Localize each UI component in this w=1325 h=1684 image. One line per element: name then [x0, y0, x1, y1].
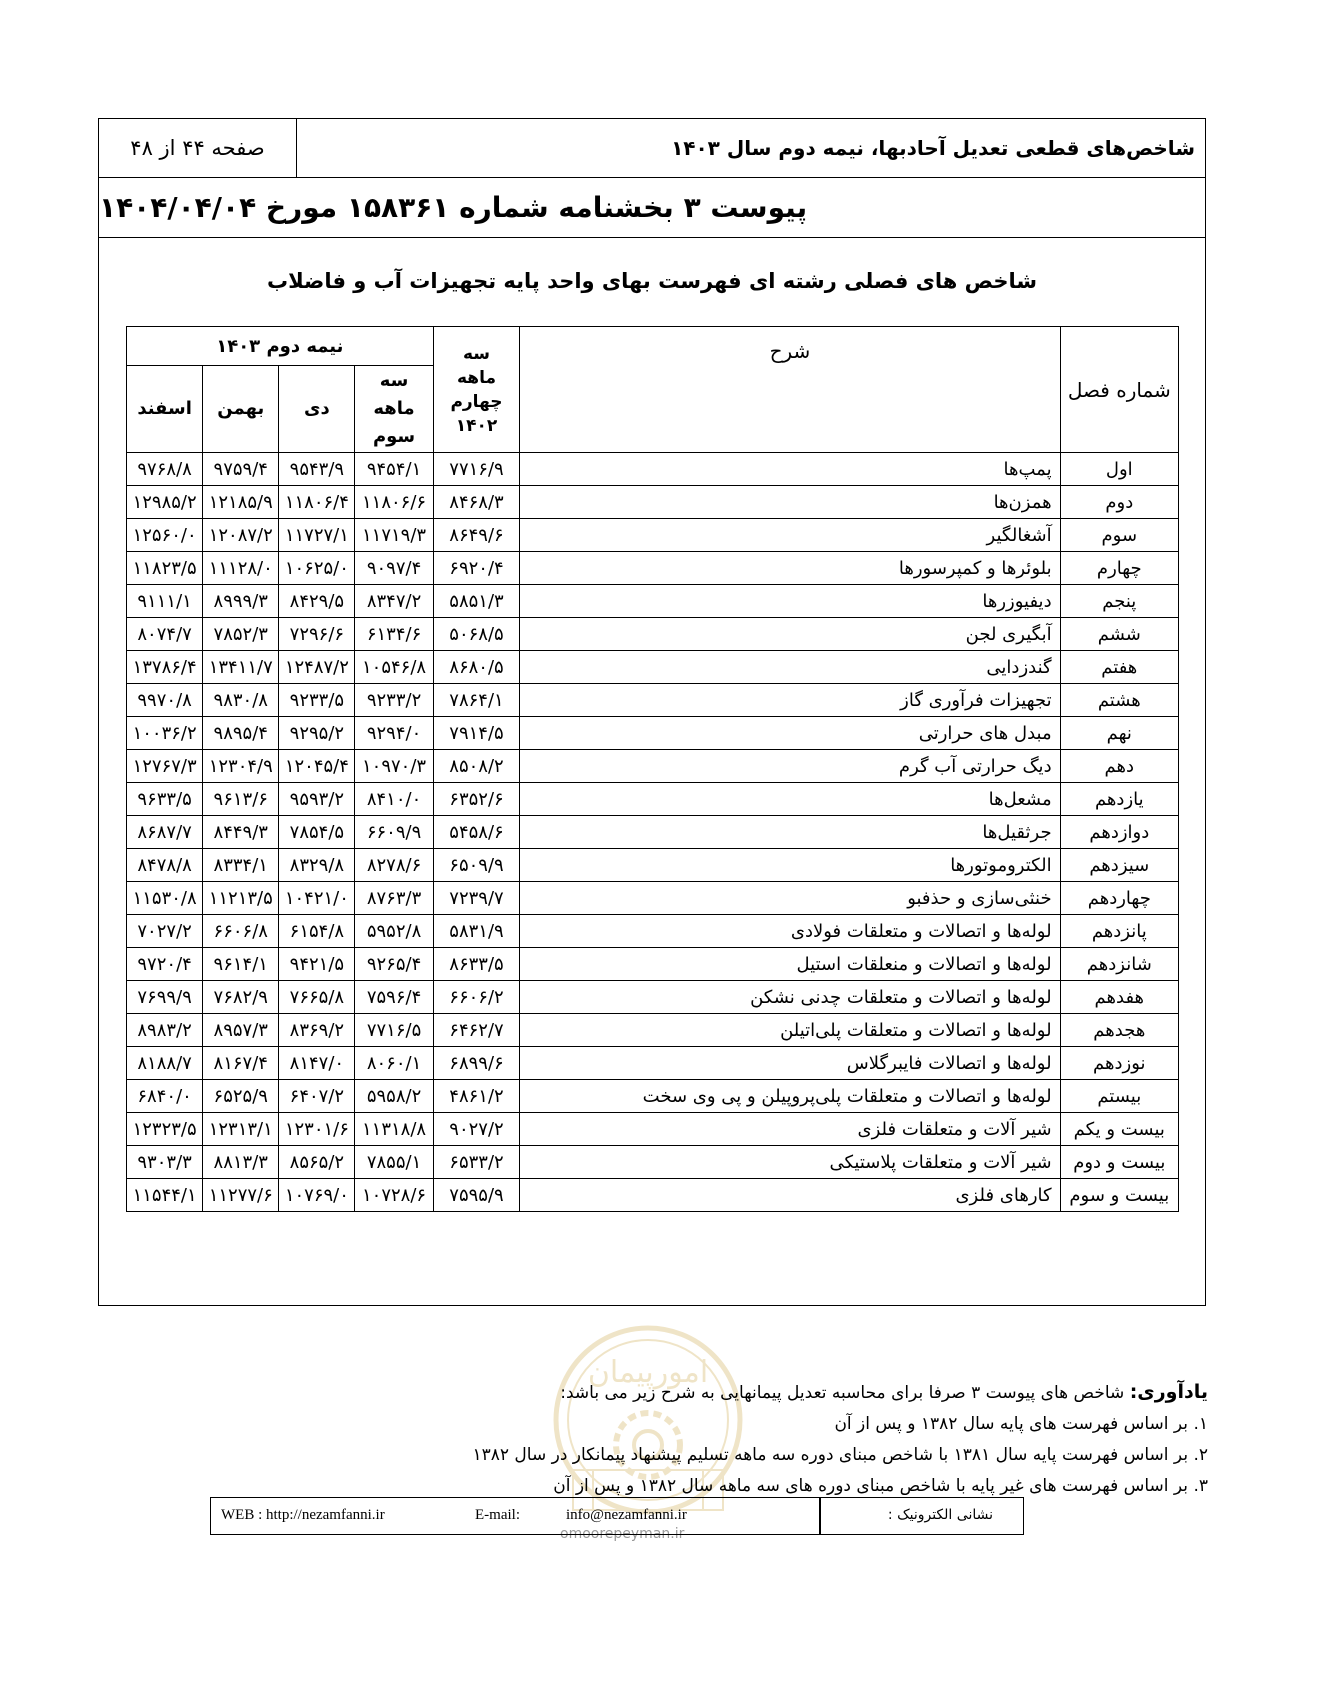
cell-bahman: ۱۲۳۰۴/۹: [203, 750, 279, 783]
cell-bahman: ۱۱۱۲۸/۰: [203, 552, 279, 585]
cell-q4-1402: ۸۶۴۹/۶: [433, 519, 520, 552]
cell-bahman: ۶۶۰۶/۸: [203, 915, 279, 948]
cell-bahman: ۹۷۵۹/۴: [203, 453, 279, 486]
cell-q4-1402: ۶۹۲۰/۴: [433, 552, 520, 585]
table-row: [127, 1047, 1179, 1080]
cell-q3: ۵۹۵۸/۲: [355, 1080, 433, 1113]
note-item-2: ۲. بر اساس فهرست پایه سال ۱۳۸۱ با شاخص مبنای دوره سه ماهه تسلیم پیشنهاد پیمانکار در سال ۱۳۸۲: [472, 1445, 1208, 1465]
cell-dey: ۹۴۲۱/۵: [279, 948, 355, 981]
cell-q4-1402: ۷۵۹۵/۹: [433, 1179, 520, 1212]
table-row: [127, 882, 1179, 915]
cell-q3: ۱۰۵۴۶/۸: [355, 651, 433, 684]
cell-q3: ۷۵۹۶/۴: [355, 981, 433, 1014]
cell-description: پمپ‌ها: [520, 453, 1060, 486]
header-row: [99, 119, 1205, 178]
cell-q4-1402: ۵۴۵۸/۶: [433, 816, 520, 849]
cell-dey: ۹۵۴۳/۹: [279, 453, 355, 486]
header-title: شاخص‌های قطعی تعدیل آحادبها، نیمه دوم سال ۱۴۰۳: [671, 136, 1195, 160]
cell-description: لوله‌ها و اتصالات و متعلقات پلی‌اتیلن: [520, 1014, 1060, 1047]
footer-address-label: نشانی الکترونیک :: [887, 1507, 993, 1523]
notes-lead: یادآوری:: [1129, 1381, 1208, 1403]
table-row: [127, 816, 1179, 849]
table-row: [127, 453, 1179, 486]
cell-dey: ۷۶۶۵/۸: [279, 981, 355, 1014]
cell-description: شیر آلات و متعلقات فلزی: [520, 1113, 1060, 1146]
cell-dey: ۸۳۲۹/۸: [279, 849, 355, 882]
cell-bahman: ۹۸۹۵/۴: [203, 717, 279, 750]
cell-bahman: ۷۸۵۲/۳: [203, 618, 279, 651]
cell-chapter: چهارم: [1060, 552, 1178, 585]
note-item-3: ۳. بر اساس فهرست های غیر پایه با شاخص مبنای دوره های سه ماهه سال ۱۳۸۲ و پس از آن: [553, 1476, 1208, 1496]
cell-chapter: سیزدهم: [1060, 849, 1178, 882]
table-title: شاخص های فصلی رشته ای فهرست بهای واحد پایه تجهیزات آب و فاضلاب: [267, 269, 1037, 293]
cell-q4-1402: ۸۶۳۳/۵: [433, 948, 520, 981]
table-row: [127, 585, 1179, 618]
col-header-dey: دی: [279, 366, 355, 453]
cell-q4-1402: ۹۰۲۷/۲: [433, 1113, 520, 1146]
cell-q3: ۵۹۵۲/۸: [355, 915, 433, 948]
cell-q3: ۸۲۷۸/۶: [355, 849, 433, 882]
cell-dey: ۱۰۷۶۹/۰: [279, 1179, 355, 1212]
cell-esfand: ۹۷۲۰/۴: [127, 948, 203, 981]
cell-dey: ۱۰۴۲۱/۰: [279, 882, 355, 915]
cell-q4-1402: ۵۰۶۸/۵: [433, 618, 520, 651]
cell-bahman: ۱۲۳۱۳/۱: [203, 1113, 279, 1146]
cell-q3: ۸۷۶۳/۳: [355, 882, 433, 915]
table-row: [127, 684, 1179, 717]
cell-description: لوله‌ها و اتصالات و متعلقات چدنی نشکن: [520, 981, 1060, 1014]
cell-q4-1402: ۶۴۶۲/۷: [433, 1014, 520, 1047]
cell-chapter: شانزدهم: [1060, 948, 1178, 981]
cell-esfand: ۱۰۰۳۶/۲: [127, 717, 203, 750]
cell-description: الکتروموتورها: [520, 849, 1060, 882]
cell-esfand: ۹۷۶۸/۸: [127, 453, 203, 486]
cell-esfand: ۸۴۷۸/۸: [127, 849, 203, 882]
cell-bahman: ۱۲۱۸۵/۹: [203, 486, 279, 519]
cell-dey: ۱۱۷۲۷/۱: [279, 519, 355, 552]
cell-q3: ۹۲۹۴/۰: [355, 717, 433, 750]
cell-q3: ۷۷۱۶/۵: [355, 1014, 433, 1047]
cell-description: دیگ حرارتی آب گرم: [520, 750, 1060, 783]
cell-q3: ۱۰۷۲۸/۶: [355, 1179, 433, 1212]
cell-q4-1402: ۶۸۹۹/۶: [433, 1047, 520, 1080]
cell-bahman: ۸۹۵۷/۳: [203, 1014, 279, 1047]
cell-description: خنثی‌سازی و حذفبو: [520, 882, 1060, 915]
cell-bahman: ۷۶۸۲/۹: [203, 981, 279, 1014]
cell-q4-1402: ۷۸۶۴/۱: [433, 684, 520, 717]
table-row: [127, 486, 1179, 519]
cell-q3: ۷۸۵۵/۱: [355, 1146, 433, 1179]
cell-q3: ۹۴۵۴/۱: [355, 453, 433, 486]
cell-esfand: ۸۱۸۸/۷: [127, 1047, 203, 1080]
cell-q4-1402: ۶۵۳۳/۲: [433, 1146, 520, 1179]
table-row: [127, 1179, 1179, 1212]
table-row: [127, 1146, 1179, 1179]
cell-chapter: هفتم: [1060, 651, 1178, 684]
cell-esfand: ۱۱۵۳۰/۸: [127, 882, 203, 915]
table-row: [127, 783, 1179, 816]
cell-chapter: پانزدهم: [1060, 915, 1178, 948]
cell-dey: ۷۸۵۴/۵: [279, 816, 355, 849]
cell-description: لوله‌ها و اتصالات فایبرگلاس: [520, 1047, 1060, 1080]
cell-chapter: دوازدهم: [1060, 816, 1178, 849]
cell-q4-1402: ۷۲۳۹/۷: [433, 882, 520, 915]
cell-bahman: ۱۱۲۷۷/۶: [203, 1179, 279, 1212]
cell-dey: ۹۲۳۳/۵: [279, 684, 355, 717]
cell-q4-1402: ۷۷۱۶/۹: [433, 453, 520, 486]
cell-chapter: دوم: [1060, 486, 1178, 519]
cell-description: آشغالگیر: [520, 519, 1060, 552]
table-row: [127, 1080, 1179, 1113]
cell-dey: ۶۴۰۷/۲: [279, 1080, 355, 1113]
cell-bahman: ۶۵۲۵/۹: [203, 1080, 279, 1113]
cell-description: مشعل‌ها: [520, 783, 1060, 816]
notes: [473, 1377, 1209, 1502]
col-header-q3-label: سه ماهه سوم: [372, 370, 416, 447]
cell-bahman: ۸۹۹۹/۳: [203, 585, 279, 618]
cell-description: گندزدایی: [520, 651, 1060, 684]
cell-bahman: ۱۳۴۱۱/۷: [203, 651, 279, 684]
cell-dey: ۱۲۳۰۱/۶: [279, 1113, 355, 1146]
appendix-title: پیوست ۳ بخشنامه شماره ۱۵۸۳۶۱ مورخ ۱۴۰۴/۰۴/۰۴: [99, 191, 808, 224]
table-row: [127, 651, 1179, 684]
watermark-text: امورپیمان: [587, 1355, 709, 1390]
cell-q3: ۹۰۹۷/۴: [355, 552, 433, 585]
cell-chapter: اول: [1060, 453, 1178, 486]
cell-q4-1402: ۴۸۶۱/۲: [433, 1080, 520, 1113]
cell-bahman: ۱۱۲۱۳/۵: [203, 882, 279, 915]
cell-esfand: ۹۳۰۳/۳: [127, 1146, 203, 1179]
cell-q3: ۱۱۳۱۸/۸: [355, 1113, 433, 1146]
col-header-group: نیمه دوم ۱۴۰۳: [127, 327, 434, 366]
table-row: [127, 519, 1179, 552]
cell-dey: ۶۱۵۴/۸: [279, 915, 355, 948]
cell-dey: ۷۲۹۶/۶: [279, 618, 355, 651]
cell-dey: ۱۰۶۲۵/۰: [279, 552, 355, 585]
cell-q4-1402: ۷۹۱۴/۵: [433, 717, 520, 750]
cell-bahman: ۸۸۱۳/۳: [203, 1146, 279, 1179]
cell-description: لوله‌ها و اتصالات و متعلقات فولادی: [520, 915, 1060, 948]
cell-esfand: ۱۳۷۸۶/۴: [127, 651, 203, 684]
cell-chapter: نوزدهم: [1060, 1047, 1178, 1080]
cell-q4-1402: ۸۴۶۸/۳: [433, 486, 520, 519]
cell-chapter: سوم: [1060, 519, 1178, 552]
table-row: [127, 552, 1179, 585]
cell-description: بلوئرها و کمپرسورها: [520, 552, 1060, 585]
table-row: [127, 717, 1179, 750]
cell-chapter: هفدهم: [1060, 981, 1178, 1014]
cell-dey: ۹۲۹۵/۲: [279, 717, 355, 750]
cell-esfand: ۱۲۵۶۰/۰: [127, 519, 203, 552]
notes-intro: شاخص های پیوست ۳ صرفا برای محاسبه تعدیل پیمانهایی به شرح زیر می باشد:: [560, 1383, 1125, 1403]
cell-chapter: چهاردهم: [1060, 882, 1178, 915]
cell-dey: ۸۴۲۹/۵: [279, 585, 355, 618]
cell-bahman: ۸۳۳۴/۱: [203, 849, 279, 882]
cell-description: جرثقیل‌ها: [520, 816, 1060, 849]
cell-q4-1402: ۵۸۳۱/۹: [433, 915, 520, 948]
appendix-row: [99, 178, 1205, 238]
cell-description: مبدل های حرارتی: [520, 717, 1060, 750]
page-frame: [98, 118, 1206, 1306]
footer-box: [210, 1497, 1024, 1535]
cell-esfand: ۱۱۵۴۴/۱: [127, 1179, 203, 1212]
cell-esfand: ۹۹۷۰/۸: [127, 684, 203, 717]
cell-dey: ۱۲۴۸۷/۲: [279, 651, 355, 684]
cell-dey: ۸۵۶۵/۲: [279, 1146, 355, 1179]
cell-description: آبگیری لجن: [520, 618, 1060, 651]
cell-esfand: ۱۲۳۲۳/۵: [127, 1113, 203, 1146]
cell-bahman: ۹۶۱۴/۱: [203, 948, 279, 981]
cell-esfand: ۸۰۷۴/۷: [127, 618, 203, 651]
cell-q3: ۹۲۳۳/۲: [355, 684, 433, 717]
col-header-esfand: اسفند: [127, 366, 203, 453]
cell-esfand: ۹۶۳۳/۵: [127, 783, 203, 816]
page-number: صفحه ۴۴ از ۴۸: [99, 119, 297, 177]
cell-q4-1402: ۸۵۰۸/۲: [433, 750, 520, 783]
footer-divider: [819, 1498, 821, 1534]
cell-bahman: ۸۴۴۹/۳: [203, 816, 279, 849]
cell-bahman: ۹۶۱۳/۶: [203, 783, 279, 816]
table-row: [127, 948, 1179, 981]
cell-esfand: ۹۱۱۱/۱: [127, 585, 203, 618]
cell-esfand: ۸۶۸۷/۷: [127, 816, 203, 849]
cell-esfand: ۱۱۸۲۳/۵: [127, 552, 203, 585]
cell-esfand: ۶۸۴۰/۰: [127, 1080, 203, 1113]
table-row: [127, 849, 1179, 882]
col-header-q4-1402-label: سه ماهه چهارم ۱۴۰۲: [450, 343, 503, 436]
table-body: [127, 453, 1179, 1212]
cell-q3: ۸۳۴۷/۲: [355, 585, 433, 618]
cell-chapter: هجدهم: [1060, 1014, 1178, 1047]
table-row: [127, 1014, 1179, 1047]
cell-q4-1402: ۶۵۰۹/۹: [433, 849, 520, 882]
cell-q3: ۱۰۹۷۰/۳: [355, 750, 433, 783]
cell-chapter: ششم: [1060, 618, 1178, 651]
cell-esfand: ۷۰۲۷/۲: [127, 915, 203, 948]
cell-description: کارهای فلزی: [520, 1179, 1060, 1212]
col-header-q3: [355, 366, 433, 453]
cell-esfand: ۱۲۷۶۷/۳: [127, 750, 203, 783]
cell-chapter: یازدهم: [1060, 783, 1178, 816]
cell-q3: ۱۱۷۱۹/۳: [355, 519, 433, 552]
cell-bahman: ۱۲۰۸۷/۲: [203, 519, 279, 552]
cell-chapter: بیست و دوم: [1060, 1146, 1178, 1179]
notes-intro-line: [473, 1377, 1209, 1409]
footer-email[interactable]: info@nezamfanni.ir: [566, 1507, 687, 1523]
cell-q3: ۸۰۶۰/۱: [355, 1047, 433, 1080]
cell-dey: ۹۵۹۳/۲: [279, 783, 355, 816]
cell-dey: ۱۲۰۴۵/۴: [279, 750, 355, 783]
cell-dey: ۸۱۴۷/۰: [279, 1047, 355, 1080]
cell-description: همزن‌ها: [520, 486, 1060, 519]
cell-description: دیفیوزرها: [520, 585, 1060, 618]
watermark-site: omoorepeyman.ir: [560, 1526, 685, 1542]
col-header-description: شرح: [520, 327, 1060, 453]
cell-q3: ۶۱۳۴/۶: [355, 618, 433, 651]
cell-chapter: پنجم: [1060, 585, 1178, 618]
cell-q4-1402: ۶۳۵۲/۶: [433, 783, 520, 816]
cell-esfand: ۷۶۹۹/۹: [127, 981, 203, 1014]
cell-q4-1402: ۶۶۰۶/۲: [433, 981, 520, 1014]
cell-q3: ۸۴۱۰/۰: [355, 783, 433, 816]
cell-dey: ۱۱۸۰۶/۴: [279, 486, 355, 519]
col-header-chapter: شماره فصل: [1060, 327, 1178, 453]
cell-dey: ۸۳۶۹/۲: [279, 1014, 355, 1047]
cell-q3: ۶۶۰۹/۹: [355, 816, 433, 849]
cell-chapter: بیستم: [1060, 1080, 1178, 1113]
footer-web[interactable]: WEB : http://nezamfanni.ir: [221, 1507, 385, 1523]
cell-bahman: ۸۱۶۷/۴: [203, 1047, 279, 1080]
cell-q3: ۱۱۸۰۶/۶: [355, 486, 433, 519]
note-item-1: ۱. بر اساس فهرست های پایه سال ۱۳۸۲ و پس از آن: [834, 1414, 1208, 1434]
index-table: [126, 326, 1179, 1212]
cell-chapter: بیست و یکم: [1060, 1113, 1178, 1146]
cell-esfand: ۱۲۹۸۵/۲: [127, 486, 203, 519]
table-row: [127, 1113, 1179, 1146]
table-row: [127, 915, 1179, 948]
cell-chapter: بیست و سوم: [1060, 1179, 1178, 1212]
cell-bahman: ۹۸۳۰/۸: [203, 684, 279, 717]
cell-chapter: دهم: [1060, 750, 1178, 783]
table-row: [127, 981, 1179, 1014]
cell-q3: ۹۲۶۵/۴: [355, 948, 433, 981]
col-header-bahman: بهمن: [203, 366, 279, 453]
cell-description: لوله‌ها و اتصالات و متعلقات پلی‌پروپیلن و پی وی سخت: [520, 1080, 1060, 1113]
footer-email-label: E-mail:: [475, 1507, 520, 1523]
cell-q4-1402: ۵۸۵۱/۳: [433, 585, 520, 618]
cell-esfand: ۸۹۸۳/۲: [127, 1014, 203, 1047]
cell-description: تجهیزات فرآوری گاز: [520, 684, 1060, 717]
cell-description: شیر آلات و متعلقات پلاستیکی: [520, 1146, 1060, 1179]
table-row: [127, 750, 1179, 783]
cell-chapter: نهم: [1060, 717, 1178, 750]
cell-description: لوله‌ها و اتصالات و منعلقات استیل: [520, 948, 1060, 981]
col-header-q4-1402: [433, 327, 520, 453]
cell-q4-1402: ۸۶۸۰/۵: [433, 651, 520, 684]
cell-chapter: هشتم: [1060, 684, 1178, 717]
table-row: [127, 618, 1179, 651]
